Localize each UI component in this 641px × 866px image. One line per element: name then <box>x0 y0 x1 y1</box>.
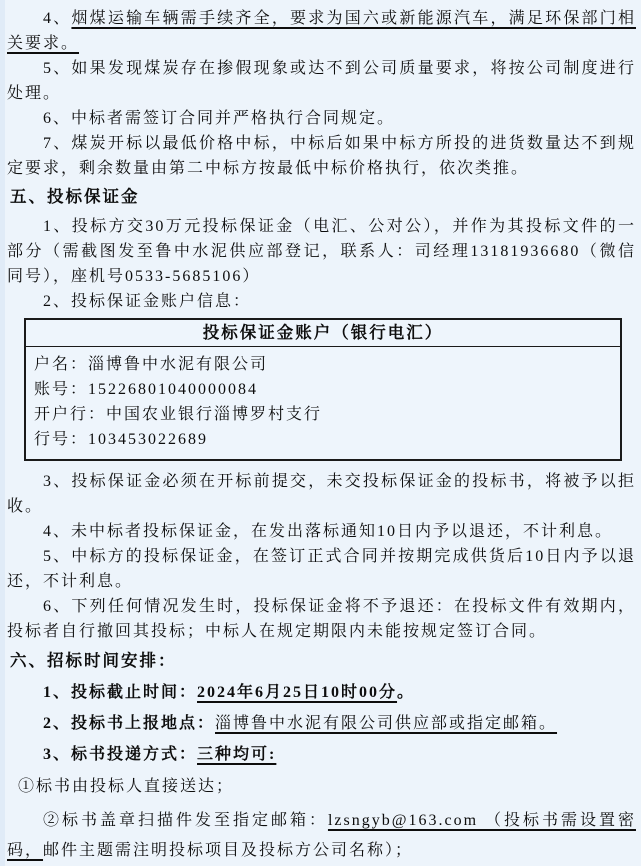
option2-suffix: 邮件主题需注明投标项目及投标方公司名称）； <box>43 842 414 859</box>
deposit-account-table <box>24 318 622 461</box>
option2-prefix: ②标书盖章扫描件发至指定邮箱： <box>43 812 328 829</box>
account-number-label: 账号： <box>34 381 89 398</box>
option2-email-underlined: lzsngyb@163.com （投标书需设置密码， <box>7 812 636 859</box>
account-number-value: 15226801040000084 <box>88 381 259 398</box>
bid-deadline-suffix: 。 <box>397 684 416 701</box>
para-deposit-account-intro: 2、投标保证金账户信息： <box>43 293 252 310</box>
table-row-bank-code <box>34 427 612 452</box>
bank-name-value: 中国农业银行淄博罗村支行 <box>106 406 323 423</box>
para-coal-quality: 5、如果发现煤炭存在掺假现象或达不到公司质量要求，将按公司制度进行处理。 <box>7 60 636 102</box>
bank-code-label: 行号： <box>34 431 89 448</box>
bank-name-label: 开户行： <box>34 406 107 423</box>
para-refund-winning-bidder: 5、中标方的投标保证金，在签订正式合同并按期完成供货后10日内予以退还，不计利息。 <box>7 548 636 590</box>
para-lowest-price-award: 7、煤炭开标以最低价格中标，中标后如果中标方所投的进货数量达不到规定要求，剩余数量由第二中标方按最低中标价格执行，依次类推。 <box>7 135 636 177</box>
deposit-account-table-header: 投标保证金账户（银行电汇） <box>26 320 620 347</box>
bid-deadline-label: 1、投标截止时间： <box>43 684 198 701</box>
bank-code-value: 103453022689 <box>88 431 209 448</box>
para-bid-deadline <box>7 680 636 706</box>
delivery-method-value: 三种均可: <box>197 746 277 763</box>
bid-deadline-value: 2024年6月25日10时00分 <box>197 684 398 701</box>
para-deposit-amount: 1、投标方交30万元投标保证金（电汇、公对公），并作为其投标文件的一部分（需截图发至鲁中水泥供应部登记，联系人：司经理13181936680（微信同号），座机号0533-5685106） <box>7 218 636 285</box>
deposit-account-table-body <box>26 347 620 459</box>
submission-location-label: 2、投标书上报地点： <box>43 715 216 732</box>
para-deposit-before-opening: 3、投标保证金必须在开标前提交，未交投标保证金的投标书，将被予以拒收。 <box>7 473 636 515</box>
table-row-account-name <box>34 352 612 377</box>
account-name-label: 户名： <box>34 356 89 373</box>
account-name-value: 淄博鲁中水泥有限公司 <box>88 356 269 373</box>
table-row-bank-name <box>34 402 612 427</box>
para-deposit-forfeit-conditions: 6、下列任何情况发生时，投标保证金将不予退还：在投标文件有效期内，投标者自行撤回其投标；中标人在规定期限内未能按规定签订合同。 <box>7 598 636 640</box>
item4-number: 4、 <box>43 10 72 27</box>
para-refund-losing-bidders: 4、未中标者投标保证金，在发出落标通知10日内予以退还，不计利息。 <box>43 523 614 540</box>
section5-heading: 五、投标保证金 <box>10 187 140 206</box>
table-row-account-number <box>34 377 612 402</box>
para-delivery-method <box>7 742 636 768</box>
item4-underlined-text: 烟煤运输车辆需手续齐全，要求为国六或新能源汽车，满足环保部门相关要求。 <box>7 10 636 52</box>
para-contract-execution: 6、中标者需签订合同并严格执行合同规定。 <box>43 110 396 127</box>
page-left-edge <box>0 0 5 866</box>
section6-heading: 六、招标时间安排： <box>10 651 177 670</box>
para-submission-location <box>7 711 636 737</box>
submission-location-value: 淄博鲁中水泥有限公司供应部或指定邮箱。 <box>215 715 558 732</box>
para-coal-transport <box>7 6 636 56</box>
delivery-method-label: 3、标书投递方式： <box>43 746 198 763</box>
para-delivery-option2 <box>7 806 636 866</box>
para-delivery-option1: ①标书由投标人直接送达； <box>18 778 235 795</box>
